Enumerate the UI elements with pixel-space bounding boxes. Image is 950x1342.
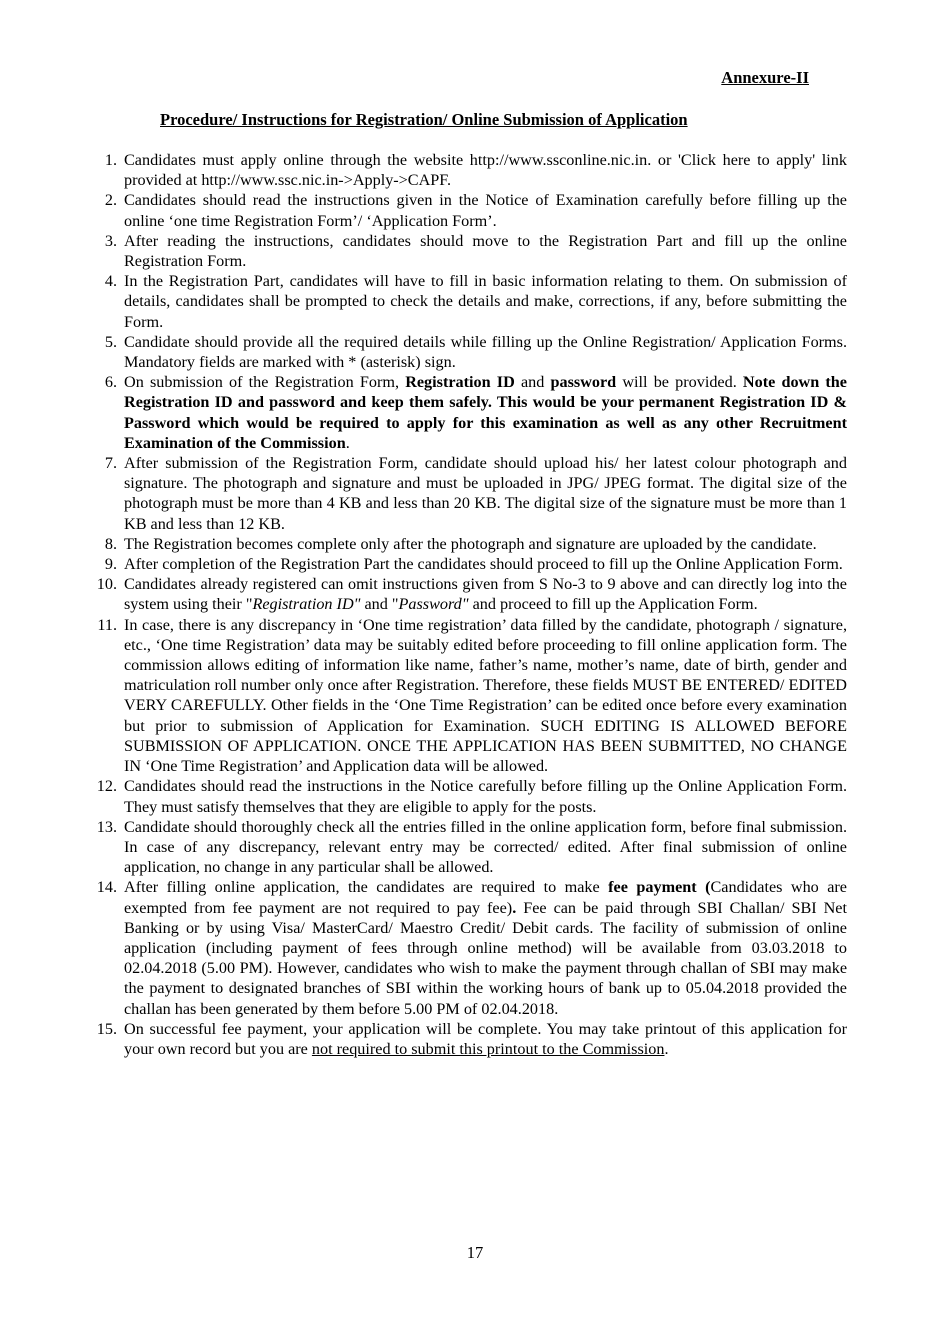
instruction-item <box>87 453 847 534</box>
item-text: . <box>345 433 350 452</box>
item-text: Candidates should read the instructions given in the Notice of Examination carefully before filling up the online ‘one time Registration Form’/ ‘Application Form’. <box>124 191 847 230</box>
item-text: After submission of the Registration Form, candidate should upload his/ her latest colour photograph and signature. The photograph and signature and must be uploaded in JPG/ JPEG format. The digital size of the photograph must be more than 4 KB and less than 20 KB. The digital size of the signature must be more than 1 KB and less than 12 KB. <box>124 454 847 533</box>
instruction-item <box>87 877 847 1018</box>
page-number: 17 <box>466 1243 484 1262</box>
item-number: 11 . <box>87 615 117 635</box>
instruction-item <box>87 574 847 614</box>
item-number: 3 . <box>87 231 117 251</box>
item-text-italic: Password" <box>398 595 469 614</box>
item-text: Candidates already registered can omit instructions given from S No-3 to 9 above and can directly log into the system using their " <box>124 575 847 614</box>
item-text: and <box>514 373 551 392</box>
instruction-item <box>87 332 847 372</box>
instructions-list <box>87 150 847 1059</box>
instruction-item <box>87 1019 847 1059</box>
annexure-label: Annexure-II <box>721 68 809 87</box>
instruction-item <box>87 271 847 332</box>
item-text: On successful fee payment, your application will be complete. You may take printout of this application for your own record but you are <box>124 1019 847 1058</box>
instruction-item <box>87 231 847 271</box>
item-number: 4 . <box>87 271 117 291</box>
item-text: . <box>664 1039 669 1058</box>
instruction-item <box>87 554 847 574</box>
item-text: The Registration becomes complete only after the photograph and signature are uploaded by the candidate. <box>124 534 817 553</box>
instruction-item <box>87 615 847 777</box>
item-text: and proceed to fill up the Application Form. <box>468 595 758 614</box>
item-text: Fee can be paid through SBI Challan/ SBI Net Banking or by using Visa/ MasterCard/ Maestro Credit/ Debit cards. The facility of submission of online application (including payment of fees through online method) will be available from 03.03.2018 to 02.04.2018 (5.00 PM). However, candidates who wish to make the payment through challan of SBI may make the payment to designated branches of SBI within the working hours of bank up to 05.04.2018 provided the challan has been generated by them before 5.00 PM of 02.04.2018. <box>124 898 847 1018</box>
item-text: On submission of the Registration Form, <box>124 373 406 392</box>
item-text: will be provided. <box>616 373 743 392</box>
item-number: 6 . <box>87 372 117 392</box>
item-text-italic: Registration ID" <box>252 595 361 614</box>
item-number: 5 . <box>87 332 117 352</box>
item-number: 13 . <box>87 817 117 837</box>
instruction-item <box>87 776 847 816</box>
item-number: 9 . <box>87 554 117 574</box>
item-text: After reading the instructions, candidates should move to the Registration Part and fill up the online Registration Form. <box>124 231 847 271</box>
item-text-bold: Registration ID <box>405 373 515 392</box>
item-text-bold: fee payment ( <box>608 878 711 897</box>
instruction-item <box>87 817 847 878</box>
item-number: 2 . <box>87 190 117 210</box>
item-text: After filling online application, the candidates are required to make <box>124 878 609 897</box>
item-number: 15 . <box>87 1019 117 1039</box>
item-number: 14 . <box>87 877 117 897</box>
item-text: Candidates should read the instructions in the Notice carefully before filling up the Online Application Form. They must satisfy themselves that they are eligible to apply for the posts. <box>124 777 847 816</box>
item-number: 12 . <box>87 776 117 796</box>
item-text: Candidate should provide all the required details while filling up the Online Registration/ Application Forms. Mandatory fields are marked with * (asterisk) sign. <box>124 332 847 372</box>
item-number: 7 . <box>87 453 117 473</box>
item-number: 10 . <box>87 574 117 594</box>
item-text-bold: password <box>550 373 617 392</box>
item-text: Candidates must apply online through the website http://www.ssconline.nic.in. or 'Click here to apply' link provided at http://www.ssc.nic.in->Apply->CAPF. <box>124 151 847 190</box>
instruction-item <box>87 190 847 230</box>
item-text-bold: Note down the Registration ID and password and keep them safely. This would be your permanent Registration ID & Password which would be required to apply for this examination as well as any other Recruitment Examination of the Commission <box>124 373 847 452</box>
item-text: In case, there is any discrepancy in ‘One time registration’ data filled by the candidate, photograph / signature, etc., ‘One time Registration’ data may be suitably edited before proceeding to fill online application form. The commission allows editing of information like name, father’s name, mother’s name, date of birth, gender and matriculation roll number only once after Registration. Therefore, these fields MUST BE ENTERED/ EDITED VERY CAREFULLY. Other fields in the ‘One Time Registration’ can be edited once before every examination but prior to submission of Application for Examination. SUCH EDITING IS ALLOWED BEFORE SUBMISSION OF APPLICATION. ONCE THE APPLICATION HAS BEEN SUBMITTED, NO CHANGE IN ‘One Time Registration’ and Application data will be allowed. <box>124 615 847 776</box>
document-title: Procedure/ Instructions for Registration/ Online Submission of Application <box>160 110 688 129</box>
item-number: 1 . <box>87 150 117 170</box>
instruction-item <box>87 372 847 453</box>
item-text: After completion of the Registration Part the candidates should proceed to fill up the Online Application Form. <box>124 555 843 574</box>
instruction-item <box>87 150 847 190</box>
item-text: Candidate should thoroughly check all the entries filled in the online application form, before final submission. In case of any discrepancy, relevant entry may be corrected/ edited. After final submission of online application, no change in any particular shall be allowed. <box>124 817 847 877</box>
instruction-item <box>87 534 847 554</box>
item-text-bold: . <box>512 898 517 917</box>
item-text-underlined: not required to submit this printout to the Commission <box>311 1039 665 1058</box>
item-text: In the Registration Part, candidates will have to fill in basic information relating to them. On submission of details, candidates shall be prompted to check the details and make, corrections, if any, before submitting the Form. <box>124 272 847 331</box>
item-number: 8 . <box>87 534 117 554</box>
item-text: Candidates who are exempted from fee payment are not required to pay fee) <box>124 878 847 917</box>
item-text: and " <box>360 595 399 614</box>
